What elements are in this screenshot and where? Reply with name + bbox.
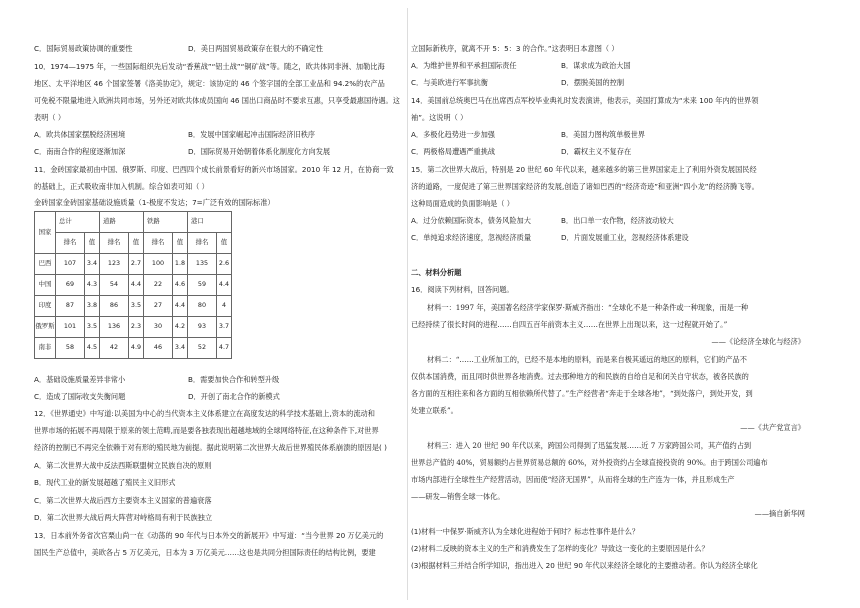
q13-option-d[interactable]: D．摆脱美国的控制: [561, 78, 625, 87]
table-cell: 3.8: [84, 296, 99, 317]
q12-line: 经济的控制已不再完全依赖于对有形的殖民地为前提。据此说明第二次世界大战后世界殖民体系崩溃的原因是( ): [34, 443, 387, 452]
table-cell: 58: [56, 338, 85, 359]
column-divider: [407, 8, 408, 600]
q11-line: 11．金砖国家最初由中国、俄罗斯、印度、巴西四个成长前景看好的新兴市场国家。2010 年 12 月，在协商一致: [34, 165, 394, 174]
q15-option-a[interactable]: A．过分依赖国际资本，债务风险加大: [411, 216, 531, 225]
table-cell: 107: [56, 254, 85, 275]
q15-option-b[interactable]: B．出口单一农作物，经济波动较大: [561, 216, 674, 225]
table-cell: 2.7: [128, 254, 143, 275]
table-cell: 54: [100, 275, 129, 296]
material3-line: 材料三：进入 20 世纪 90 年代以来，跨国公司得到了迅猛发展……近 7 万家跨国公司，其产值约占到: [427, 441, 752, 450]
table-corner-cell: 国家: [35, 212, 56, 254]
table-cell: 2.3: [128, 317, 143, 338]
q15-line: 这种局面造成的负面影响是（ ）: [411, 199, 514, 208]
material2-line: 处建立联系”。: [411, 406, 458, 415]
q10-option-d[interactable]: D．国际贸易开始朝着体系化制度化方向发展: [188, 147, 331, 156]
q12-option-b[interactable]: B．现代工业的新发展超越了殖民主义旧形式: [34, 478, 176, 487]
material3-line: 世界总产值的 40%，贸易额约占世界贸易总额的 60%，对外投资约占全球直接投资的 90%。由于跨国公司遍布: [411, 458, 768, 467]
q10-option-a[interactable]: A．欧共体国家摆脱经济困境: [34, 130, 126, 139]
q13-line: 13．日本前外务省次官栗山尚一在《动荡的 90 年代与日本外交的新展开》中写道：“当今世界 20 万亿美元的: [34, 531, 384, 540]
table-group-header: 铁路: [144, 212, 188, 233]
table-cell: 86: [100, 296, 129, 317]
table-cell: 123: [100, 254, 129, 275]
q16-intro: 16．阅读下列材料，回答问题。: [411, 285, 514, 294]
q12-line: 世界市场的拓展不再局限于原来的领土范畴,而是要各独表现出超越地域的全球网络特征,在这种条件下,对世界: [34, 426, 379, 435]
table-cell: 100: [144, 254, 173, 275]
q9-option-d[interactable]: D．美日两国贸易政策存在很大的不确定性: [188, 44, 323, 53]
table-group-header: 总计: [56, 212, 100, 233]
material2-line: 仅供本国消费，而且同时供世界各地消费。过去那种地方的和民族的自给自足和闭关自守状态，被各民族的: [411, 372, 749, 381]
q14-line: 袖”。这说明（ ）: [411, 113, 468, 122]
table-subheader: 排名: [144, 233, 173, 254]
q11-option-c[interactable]: C．造成了国际收支失衡问题: [34, 392, 126, 401]
table-cell: 69: [56, 275, 85, 296]
table-cell: 136: [100, 317, 129, 338]
q11-option-b[interactable]: B．需要加快合作和转型升级: [188, 375, 280, 384]
table-subheader-row: [35, 233, 232, 254]
table-cell: 4.2: [172, 317, 187, 338]
q12-option-a[interactable]: A．第二次世界大战中反法西斯联盟树立民族自决的原则: [34, 461, 212, 470]
material3-line: 市场内部进行全球性生产经营活动，因而使“经济无国界”，从而将全球的生产连为一体，并且形成生产: [411, 475, 735, 484]
table-subheader: 排名: [100, 233, 129, 254]
table-cell: 52: [188, 338, 217, 359]
table-cell: 3.5: [128, 296, 143, 317]
table-row: [35, 338, 232, 359]
q14-option-a[interactable]: A．多极化趋势进一步加强: [411, 130, 495, 139]
table-cell: 3.7: [216, 317, 231, 338]
table-group-header: 港口: [188, 212, 232, 233]
table-cell: 4.5: [84, 338, 99, 359]
q10-line: 地区、太平洋地区 46 个国家签署《洛美协定》，规定：该协定的 46 个签字国的全部工业品和 94.2%的农产品: [34, 79, 385, 88]
table-cell: 4.9: [128, 338, 143, 359]
q10-option-b[interactable]: B．发展中国家崛起冲击国际经济旧秩序: [188, 130, 316, 139]
material1-source: ——《论经济全球化与经济》: [711, 337, 805, 346]
material1-line: 材料一：1997 年，美国著名经济学家保罗·斯威齐指出：“全球化不是一种条件或一种现象，而是一种: [427, 303, 749, 312]
q14-option-c[interactable]: C．两极格局遭遇严重挑战: [411, 147, 496, 156]
table-country-cell: 中国: [35, 275, 56, 296]
table-cell: 87: [56, 296, 85, 317]
q16-subquestion: (2)材料二反映的资本主义的生产和消费发生了怎样的变化？导致这一变化的主要原因是什么？: [411, 544, 709, 553]
q13-option-b[interactable]: B．谋求成为政治大国: [561, 61, 631, 70]
table-subheader: 值: [216, 233, 231, 254]
q13-option-c[interactable]: C．与美欧进行军事抗衡: [411, 78, 488, 87]
table-country-cell: 俄罗斯: [35, 317, 56, 338]
table-cell: 2.6: [216, 254, 231, 275]
table-subheader: 排名: [188, 233, 217, 254]
table-cell: 27: [144, 296, 173, 317]
table-cell: 4.3: [84, 275, 99, 296]
table-cell: 4.4: [216, 275, 231, 296]
q10-line: 可免税不限量地进入欧洲共同市场，另外还对欧共体成员国向 46 国出口商品时不要求互惠，只享受最惠国待遇。这: [34, 96, 400, 105]
table-header-row: [35, 212, 232, 233]
table-cell: 3.4: [84, 254, 99, 275]
section-title: 二、材料分析题: [411, 268, 462, 277]
material2-line: 材料二：“……工业所加工的，已经不是本地的原料，而是来自极其遥远的地区的原料，它们的产品不: [427, 355, 747, 364]
table-row: [35, 317, 232, 338]
material1-line: 已经持续了很长时间的进程……自四五百年前资本主义……在世界上出现以来，这一过程就开始了。”: [411, 320, 728, 329]
q15-option-d[interactable]: D．片面发展重工业，忽视经济体系建设: [561, 233, 689, 242]
q15-line: 济的道路，一度促进了第三世界国家经济的发展,创造了诸如巴西的“经济奇迹”和亚洲“四小龙”的经济腾飞等。: [411, 182, 759, 191]
q12-line: 12．《世界通史》中写道:以美国为中心的当代资本主义体系建立在高度发达的科学技术基础上,资本的流动和: [34, 409, 375, 418]
table-cell: 46: [144, 338, 173, 359]
q16-subquestion: (3)根据材料三并结合所学知识，指出进入 20 世纪 90 年代以来经济全球化的主要推动者。你认为经济全球化: [411, 561, 758, 570]
table-cell: 4.7: [216, 338, 231, 359]
table-cell: 4.6: [172, 275, 187, 296]
table-country-cell: 南非: [35, 338, 56, 359]
table-cell: 42: [100, 338, 129, 359]
table-cell: 93: [188, 317, 217, 338]
table-subheader: 值: [128, 233, 143, 254]
table-cell: 59: [188, 275, 217, 296]
q16-subquestion: (1)材料一中保罗·斯威齐认为全球化进程始于何时？标志性事件是什么？: [411, 527, 640, 536]
q15-line: 15．第二次世界大战后，特别是 20 世纪 60 年代以来，越来越多的第三世界国家走上了利用外资发展国民经: [411, 165, 757, 174]
table-country-cell: 印度: [35, 296, 56, 317]
q10-line: 10．1974—1975 年，一些国际组织先后发动“香蕉战”“铝土战”“铜矿战”等。随之，欧共体同非洲、加勒比海: [34, 62, 385, 71]
infrastructure-table: [34, 211, 232, 359]
q14-option-b[interactable]: B．美国力图构筑单极世界: [561, 130, 645, 139]
q10-line: 表明（ ）: [34, 113, 66, 122]
q14-line: 14．美国前总统奥巴马在出席西点军校毕业典礼时发表演讲，他表示，美国打算成为“未来 100 年内的世界领: [411, 96, 759, 105]
table-row: [35, 275, 232, 296]
q11-option-d[interactable]: D．开创了南北合作的新模式: [188, 392, 280, 401]
q13-option-a[interactable]: A．为维护世界和平承担国际责任: [411, 61, 517, 70]
q13-line: 立国际新秩序，就离不开 5：5：3 的合作。”这表明日本意图（ ）: [411, 44, 619, 53]
table-cell: 3.5: [84, 317, 99, 338]
table-cell: 30: [144, 317, 173, 338]
table-subheader: 值: [172, 233, 187, 254]
table-subheader: 排名: [56, 233, 85, 254]
material3-source: ——摘自新华网: [754, 509, 805, 518]
table-title: 金砖国家金砖国家基础设施质量（1-极度不发达；7=广泛有效的国际标准）: [34, 198, 275, 207]
table-subheader: 值: [84, 233, 99, 254]
table-group-header: 道路: [100, 212, 144, 233]
table-cell: 135: [188, 254, 217, 275]
table-row: [35, 254, 232, 275]
q14-option-d[interactable]: D．霸权主义不复存在: [561, 147, 632, 156]
q15-option-c[interactable]: C．单纯追求经济速度，忽视经济质量: [411, 233, 532, 242]
q12-option-c[interactable]: C．第二次世界大战后西方主要资本主义国家的普遍衰落: [34, 496, 212, 505]
table-country-cell: 巴西: [35, 254, 56, 275]
q9-option-c[interactable]: C．国际贸易政策协调的重要性: [34, 44, 133, 53]
table-cell: 22: [144, 275, 173, 296]
q13-line: 国民生产总值中，美欧各占 5 万亿美元，日本为 3 万亿美元……这也是共同分担国际责任的结构比例，要建: [34, 548, 376, 557]
table-cell: 4: [216, 296, 231, 317]
table-cell: 4.4: [172, 296, 187, 317]
material3-line: ——研发—销售全球一体化。: [411, 492, 505, 501]
table-cell: 3.4: [172, 338, 187, 359]
q12-option-d[interactable]: D．第二次世界大战后两大阵营对峙格局有利于民族独立: [34, 513, 213, 522]
q10-option-c[interactable]: C．南南合作的程度逐渐加深: [34, 147, 126, 156]
q11-line: 的基础上，正式吸收南非加入机制。综合如表可知（ ）: [34, 182, 209, 191]
table-cell: 1.8: [172, 254, 187, 275]
table-cell: 4.4: [128, 275, 143, 296]
table-cell: 80: [188, 296, 217, 317]
material2-line: 各方面的互相往来和各方面的互相依赖所代替了。”生产经营者“奔走于全球各地”，“到处落户，到处开发，到: [411, 389, 753, 398]
q11-option-a[interactable]: A．基础设施质量差异非常小: [34, 375, 126, 384]
table-row: [35, 296, 232, 317]
material2-source: ——《共产党宣言》: [740, 423, 805, 432]
table-cell: 101: [56, 317, 85, 338]
